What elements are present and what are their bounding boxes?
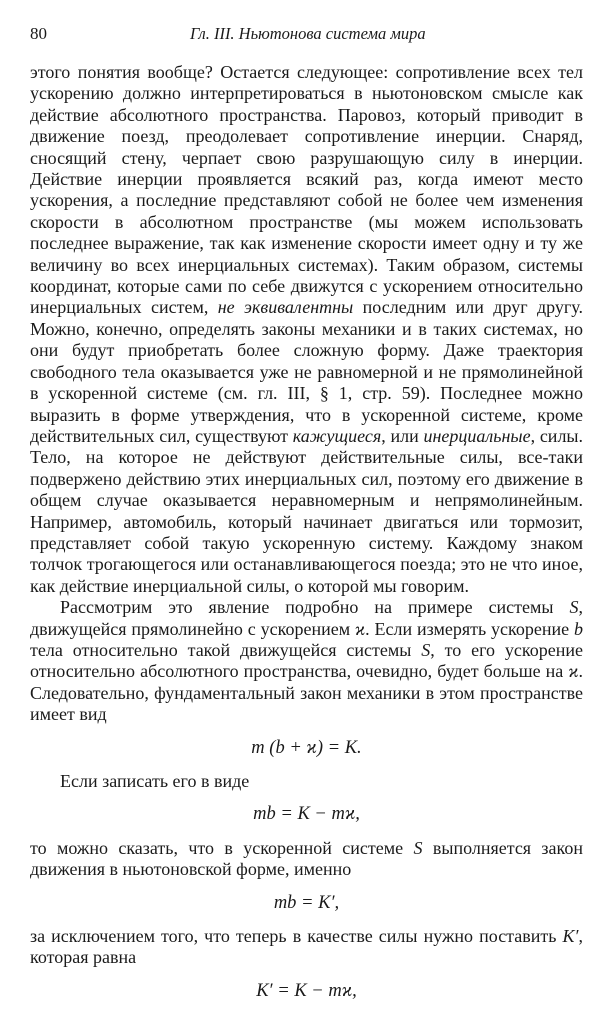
paragraph-5 xyxy=(30,926,583,969)
page-number: 80 xyxy=(30,24,47,43)
italic-emphasis: инерциальные xyxy=(423,425,531,446)
running-title: Гл. III. Ньютонова система мира xyxy=(190,24,426,43)
italic-emphasis: кажущиеся xyxy=(292,425,382,446)
paragraph-3: Если записать его в виде xyxy=(60,771,250,791)
math-symbol: K′ xyxy=(562,926,579,947)
text-segment: последним или друг другу. Можно, конечно, определять законы механики и в таких системах, но они будут приобретать более сложную форму. Даже траектория свободного тела оказывается уже не равномерной и не прямолинейной в ускоренной системе (см. гл. III, § 1, стр. 59). Последнее можно выразить в форме утверждения, что в ускоренной системе, кроме действительных сил, существуют xyxy=(30,297,583,446)
text-segment: Рассмотрим это явление подробно на примере системы xyxy=(60,597,554,618)
text-segment: . Если измерять ускорение xyxy=(365,618,570,639)
math-symbol: ϰ xyxy=(354,618,366,639)
math-symbol: b xyxy=(574,618,583,639)
math-symbol: ϰ xyxy=(568,661,579,682)
paragraph-2 xyxy=(30,597,583,725)
paragraph-4 xyxy=(30,838,583,881)
text-segment: тела относительно такой движущейся системы xyxy=(30,639,412,660)
text-segment: , или xyxy=(381,425,419,446)
formula-2: mb = K − mϰ, xyxy=(253,804,360,825)
math-symbol: S xyxy=(569,597,579,618)
text-segment: , которая равна xyxy=(30,926,583,968)
text-segment: . Следовательно, фундаментальный закон механики в этом пространстве имеет вид xyxy=(30,661,584,725)
formula-4: K′ = K − mϰ, xyxy=(256,980,357,1001)
page-header xyxy=(30,20,583,50)
formula-3: mb = K′, xyxy=(273,892,340,913)
text-segment: , движущейся прямолинейно с ускорением xyxy=(30,597,583,639)
paragraph-1 xyxy=(30,62,583,597)
text-segment: выполняется закон движения в ньютоновской форме, именно xyxy=(30,837,584,880)
math-symbol: S xyxy=(413,837,423,858)
formula-1: m (b + ϰ) = K. xyxy=(251,737,362,758)
text-segment: то можно сказать, что в ускоренной системе xyxy=(30,837,404,858)
text-segment: , силы. Тело, на которое не действуют действительные силы, все-таки подвержено действию этих инерциальных сил, поэтому его движение в общем случае оказывается неравномерным и непрямолинейным. Например, автомобиль, который начинает двигаться или тормозит, представляет собой такую ускоренную систему. Каждому знаком толчок трогающегося или останавливающегося поезда; это не что иное, как действие инерциальной силы, о которой мы говорим. xyxy=(30,425,584,596)
text-segment: за исключением того, что теперь в качестве силы нужно поставить xyxy=(30,926,557,947)
math-symbol: S xyxy=(421,639,431,660)
text-segment: этого понятия вообще? Остается следующее: сопротивление всех тел ускорению должно интерпретироваться в ньютоновском смысле как действие абсолютного пространства. Паровоз, который приводит в движение поезд, преодолевает сопротивление инерции. Снаряд, сносящий стену, черпает свою разрушающую силу в инерции. Действие инерции проявляется всякий раз, когда имеют место ускорения, а последние представляют собой не более чем изменения скорости в абсолютном пространстве (мы можем использовать последнее выражение, так как изменение скорости имеет одну и ту же величину во всех инерциальных системах). Таким образом, системы координат, которые сами по себе движутся с ускорением относительно инерциальных систем, xyxy=(30,62,583,318)
text-segment: , то его ускорение относительно абсолютного пространства, очевидно, будет больше на xyxy=(30,639,583,682)
body-text xyxy=(30,62,583,1002)
italic-emphasis: не эквивалентны xyxy=(217,297,354,318)
book-page xyxy=(30,20,583,1014)
